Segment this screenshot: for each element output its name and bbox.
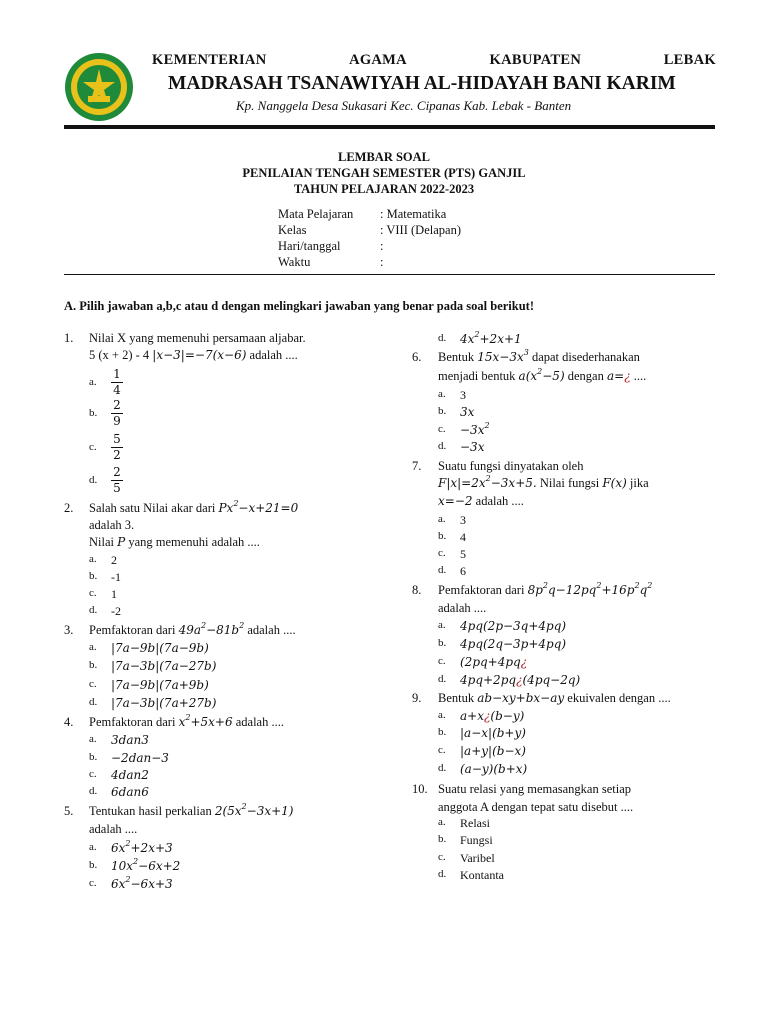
option-letter: d.	[89, 696, 98, 708]
option-letter: b.	[438, 530, 447, 542]
fraction: 1 4	[111, 368, 123, 397]
question-text: Suatu relasi yang memasangkan setiap	[438, 782, 631, 796]
doc-year: TAHUN PELAJARAN 2022-2023	[293, 182, 475, 196]
question-number: 9.	[412, 691, 422, 705]
question-number: 2.	[64, 501, 74, 515]
option-letter: a.	[438, 619, 446, 631]
option-letter: d.	[89, 785, 98, 797]
option-letter: d.	[438, 762, 447, 774]
option-text: 3	[460, 388, 466, 402]
option-letter: c.	[89, 877, 97, 889]
equation: a=	[606, 369, 625, 383]
option-letter: b.	[438, 637, 447, 649]
question-text: jika	[629, 476, 649, 490]
glitch-symbol: ¿	[624, 369, 631, 383]
option-letter: d.	[89, 604, 98, 616]
school-name: MADRASAH TSANAWIYAH AL-HIDAYAH BANI KARIM	[168, 73, 676, 94]
option-text: 3dan3	[111, 733, 149, 747]
option-letter: c.	[438, 744, 446, 756]
info-value: : VIII (Delapan)	[380, 223, 461, 237]
option-letter: d.	[89, 474, 98, 486]
question-text: 5 (x + 2) - 4	[89, 348, 150, 362]
equation: $a(x^2-5)$	[518, 367, 565, 383]
question-text: menjadi bentuk	[438, 369, 516, 383]
question-number: 10.	[412, 782, 428, 796]
option-text: (a−y)(b+x)	[460, 762, 528, 776]
option-letter: c.	[438, 547, 446, 559]
option-text: $6x^2+2x+3$	[111, 839, 173, 855]
instruction: A. Pilih jawaban a,b,c atau d dengan melingkari jawaban yang benar pada soal berikut!	[64, 299, 534, 313]
equation: $2(5x^2-3x+1)$	[214, 802, 294, 818]
question-text: Suatu fungsi dinyatakan oleh	[438, 459, 584, 473]
question-text: anggota A dengan tepat satu disebut ....	[438, 800, 634, 814]
info-label: Hari/tanggal	[278, 239, 341, 253]
option-text: 2	[111, 553, 117, 567]
equation: x=−2	[438, 494, 473, 508]
option-text: $4x^2+2x+1$	[460, 330, 522, 346]
option-text: -1	[111, 570, 121, 584]
option-text: 6dan6	[111, 785, 149, 799]
info-value: : Matematika	[380, 207, 447, 221]
question-number: 1.	[64, 331, 74, 345]
option-text: 5	[460, 547, 466, 561]
question-text: Bentuk	[438, 350, 475, 364]
option-letter: b.	[89, 407, 98, 419]
info-value: :	[380, 255, 384, 269]
option-letter: c.	[438, 655, 446, 667]
equation: F(x)	[602, 476, 627, 490]
question-number: 6.	[412, 350, 422, 364]
equation: $x^2+5x+6$	[178, 713, 233, 729]
option-letter: a.	[89, 733, 97, 745]
option-text: 3	[460, 513, 466, 527]
question-text: Nilai fungsi	[539, 476, 600, 490]
question-text: ekuivalen dengan ....	[567, 691, 671, 705]
option-text: -2	[111, 604, 121, 618]
question-text: adalah ....	[249, 348, 298, 362]
option-text: 3x	[460, 405, 475, 419]
fraction: 2 9	[111, 399, 123, 428]
option-text: 4pq(2p−3q+4pq)	[460, 619, 567, 633]
doc-subtitle: PENILAIAN TENGAH SEMESTER (PTS) GANJIL	[242, 166, 526, 180]
question-text: adalah ....	[235, 715, 284, 729]
equation: |x−3|=−7(x−6)	[152, 348, 247, 362]
doc-title: LEMBAR SOAL	[337, 150, 431, 164]
option-letter: c.	[89, 587, 97, 599]
info-label: Mata Pelajaran	[278, 207, 354, 221]
option-text: 4	[460, 530, 466, 544]
option-text: 4pq+2pq	[460, 673, 517, 687]
option-text: 4pq(2q−3p+4pq)	[460, 637, 567, 651]
option-text: 1	[111, 587, 117, 601]
option-letter: d.	[438, 673, 447, 685]
ministry-line	[152, 52, 716, 69]
question-text: adalah ....	[475, 494, 524, 508]
info-value: :	[380, 239, 384, 253]
question-text: Nilai X yang memenuhi persamaan aljabar.	[89, 331, 306, 345]
option-letter: a.	[438, 388, 446, 400]
question-number: 7.	[412, 459, 422, 473]
option-text: 4dan2	[111, 768, 149, 782]
option-letter: d.	[438, 868, 447, 880]
question-text: adalah ....	[247, 623, 296, 637]
option-text: (2pq+4pq	[460, 655, 521, 669]
option-letter: a.	[438, 816, 446, 828]
school-logo	[64, 52, 134, 122]
option-letter: b.	[89, 570, 98, 582]
question-number: 8.	[412, 583, 422, 597]
option-letter: c.	[438, 423, 446, 435]
fraction: 2 5	[111, 466, 123, 495]
option-text: −2dan−3	[111, 751, 169, 765]
glitch-symbol: ¿	[483, 709, 491, 723]
question-number: 4.	[64, 715, 74, 729]
option-letter: d.	[438, 440, 447, 452]
option-letter: c.	[438, 851, 446, 863]
option-letter: c.	[89, 768, 97, 780]
option-text: −3x	[460, 440, 485, 454]
option-text: $6x^2-6x+3$	[111, 875, 173, 891]
question-text: Tentukan hasil perkalian	[89, 804, 212, 818]
ministry-word: KABUPATEN	[489, 52, 582, 68]
option-letter: b.	[89, 859, 98, 871]
option-text: |7a−3b|(7a+27b)	[111, 696, 217, 710]
glitch-symbol: ¿	[520, 655, 528, 669]
option-text: (b−y)	[490, 709, 525, 723]
option-letter: b.	[89, 659, 98, 671]
option-letter: a.	[438, 513, 446, 525]
option-text: (4pq−2q)	[522, 673, 581, 687]
question-text: adalah 3.	[89, 518, 135, 532]
equation: $Px^2-x+21=0$	[218, 499, 299, 515]
option-text: Fungsi	[460, 833, 493, 847]
option-letter: c.	[89, 678, 97, 690]
option-text: a+x	[460, 709, 484, 723]
option-letter: b.	[438, 405, 447, 417]
ministry-word: LEBAK	[663, 52, 716, 68]
option-text: |7a−9b|(7a−9b)	[111, 641, 209, 655]
question-text: ....	[633, 369, 647, 383]
option-text: Varibel	[460, 851, 495, 865]
question-text: Salah satu Nilai akar dari	[89, 501, 216, 515]
exam-info	[0, 207, 768, 277]
header-divider	[64, 125, 715, 129]
question-text: adalah ....	[89, 822, 138, 836]
option-text: |a−x|(b+y)	[460, 726, 526, 740]
variable: P	[117, 535, 126, 549]
option-letter: a.	[89, 841, 97, 853]
question-text: adalah ....	[438, 601, 487, 615]
fraction: 5 2	[111, 433, 123, 462]
question-text: Bentuk	[438, 691, 475, 705]
question-text: dengan	[567, 369, 604, 383]
question-text: yang memenuhi adalah ....	[128, 535, 260, 549]
option-text: $10x^2-6x+2$	[111, 857, 181, 873]
question-text: dapat disederhanakan	[531, 350, 640, 364]
ministry-word: KEMENTERIAN	[152, 52, 267, 68]
equation: $49a^2-81b^2$	[178, 621, 245, 637]
question-number: 3.	[64, 623, 74, 637]
info-label: Kelas	[278, 223, 307, 237]
question-text: Pemfaktoran dari	[89, 623, 176, 637]
option-letter: b.	[438, 833, 447, 845]
question-text: Pemfaktoran dari	[438, 583, 525, 597]
option-letter: d.	[438, 564, 447, 576]
option-text: Kontanta	[460, 868, 504, 882]
question-text: Nilai	[89, 535, 114, 549]
question-number: 5.	[64, 804, 74, 818]
equation: $8p^2q-12pq^2+16p^2q^2$	[527, 581, 653, 597]
option-letter: b.	[438, 726, 447, 738]
glitch-symbol: ¿	[516, 673, 523, 687]
option-text: |7a−3b|(7a−27b)	[111, 659, 217, 673]
option-letter: d.	[438, 332, 447, 344]
info-divider	[64, 274, 715, 275]
option-letter: a.	[89, 553, 97, 565]
school-address: Kp. Nanggela Desa Sukasari Kec. Cipanas Kab. Lebak - Banten	[236, 98, 572, 113]
option-letter: c.	[89, 441, 97, 453]
ministry-word: AGAMA	[349, 52, 407, 68]
option-letter: a.	[89, 641, 97, 653]
option-text: |a+y|(b−x)	[460, 744, 526, 758]
info-label: Waktu	[278, 255, 311, 269]
option-text: $-3x^2$	[460, 421, 490, 437]
equation: $F|x|=2x^2-3x+5$.	[438, 474, 537, 490]
option-text: 6	[460, 564, 466, 578]
option-letter: a.	[438, 709, 446, 721]
equation: ab−xy+bx−ay	[477, 691, 565, 705]
question-text: Pemfaktoran dari	[89, 715, 176, 729]
option-letter: b.	[89, 751, 98, 763]
equation: $15x-3x^3$	[477, 348, 529, 364]
option-letter: a.	[89, 376, 97, 388]
option-text: Relasi	[460, 816, 490, 830]
option-text: |7a−9b|(7a+9b)	[111, 678, 209, 692]
